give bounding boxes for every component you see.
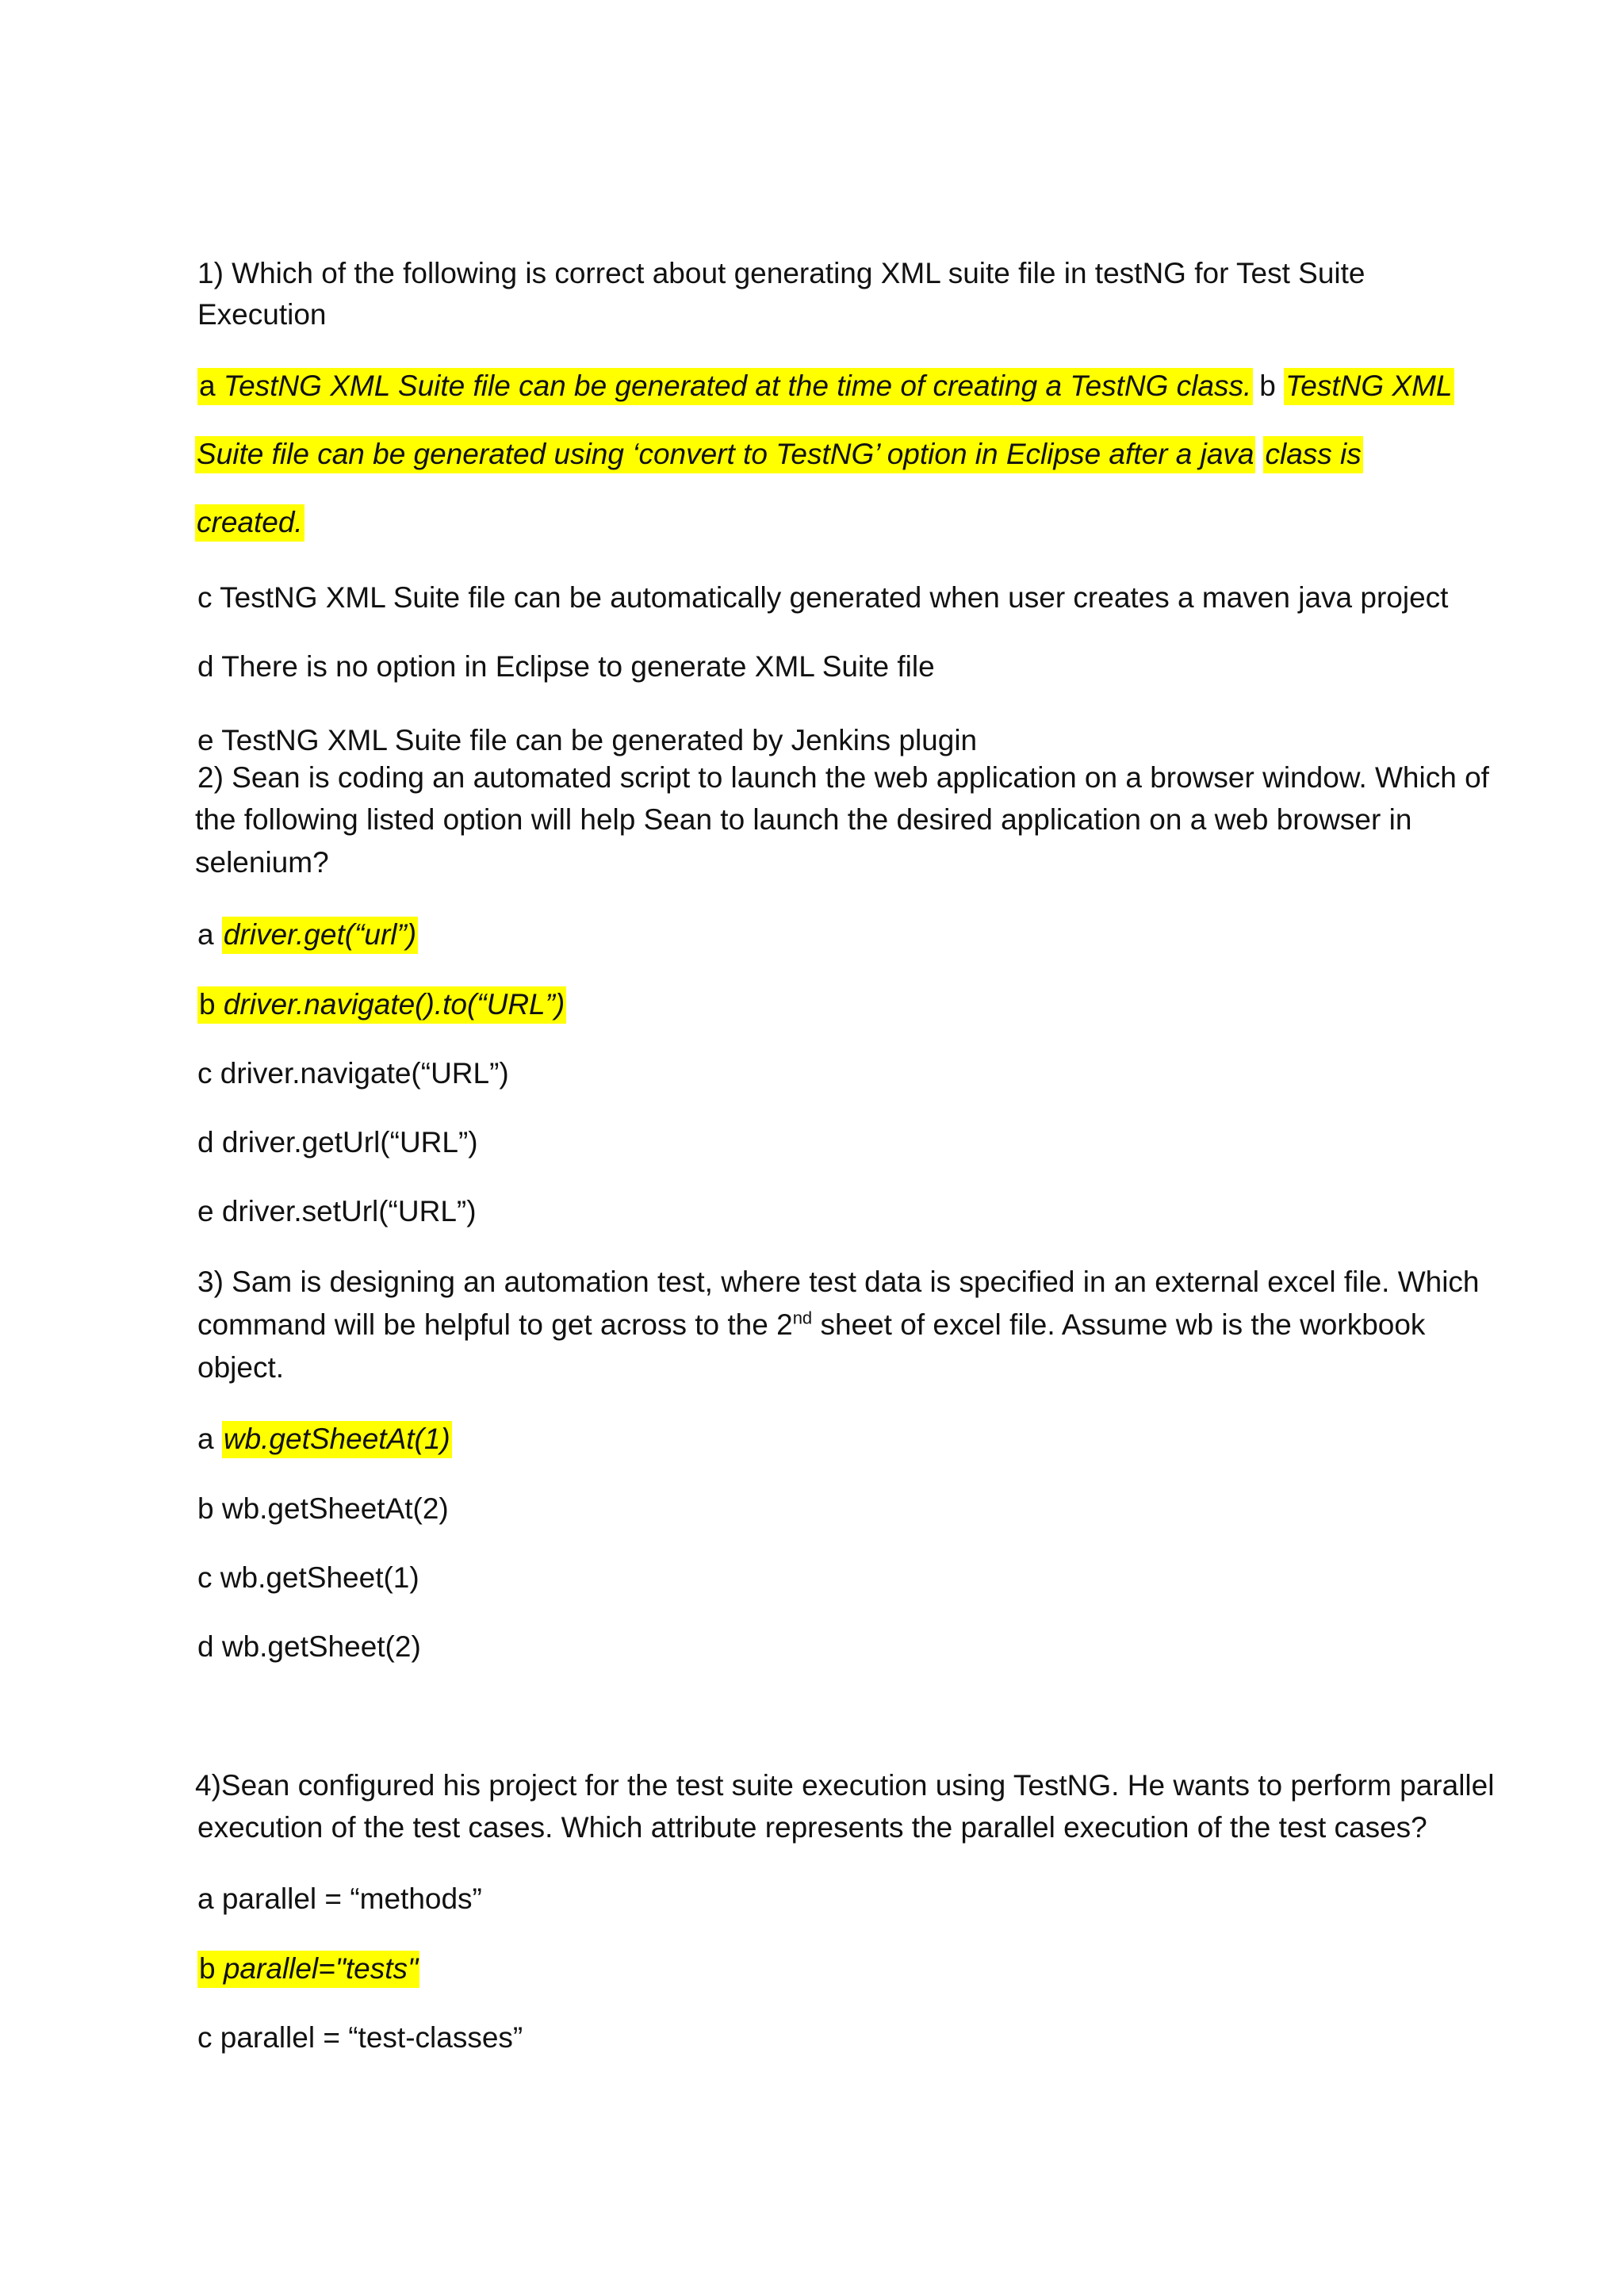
q3-ordinal-suffix: nd (792, 1308, 813, 1328)
q3-stem-line-2-start: command will be helpful to get across to the 2 (197, 1308, 793, 1341)
q4-option-a: a parallel = “methods” (197, 1882, 482, 1915)
q1-option-c: c TestNG XML Suite file can be automatically generated when user creates a maven java project (197, 581, 1449, 614)
q3-stem-line-2-end: sheet of excel file. Assume wb is the workbook (812, 1308, 1426, 1341)
q3-option-d: d wb.getSheet(2) (197, 1630, 421, 1663)
q2-option-c: c driver.navigate(“URL”) (197, 1057, 509, 1090)
q1-option-a (197, 365, 1454, 407)
q4-option-b-text: parallel="tests" (223, 1952, 419, 1985)
q3-option-a-letter: a (197, 1423, 222, 1455)
q1-option-d: d There is no option in Eclipse to generate XML Suite file (197, 650, 935, 683)
q1-stem-line-1: 1) Which of the following is correct about generating XML suite file in testNG for Test Suite (197, 257, 1365, 289)
q1-option-e: e TestNG XML Suite file can be generated by Jenkins plugin (197, 724, 978, 756)
q1-option-b-line-2 (195, 433, 1363, 475)
q2-option-b-letter: b (199, 988, 224, 1021)
q4-option-b (197, 1947, 419, 1990)
q1-option-b-text-2b: class is (1263, 436, 1362, 473)
q2-option-b-text: driver.navigate().to(“URL”) (223, 988, 565, 1021)
q4-stem-line-2: execution of the test cases. Which attribute represents the parallel execution of the test cases? (197, 1811, 1427, 1844)
q2-option-b (197, 983, 566, 1025)
q3-stem-line-1: 3) Sam is designing an automation test, where test data is specified in an external excel file. Which (197, 1266, 1480, 1298)
q2-stem-line-1: 2) Sean is coding an automated script to launch the web application on a browser window. Which of (197, 761, 1489, 794)
q2-option-a (197, 913, 418, 956)
q1-option-a-highlight (197, 368, 1253, 405)
q4-option-b-highlight (197, 1951, 419, 1988)
q2-option-b-highlight (197, 986, 566, 1024)
q1-option-a-text: TestNG XML Suite file can be generated at the time of creating a TestNG class. (223, 370, 1252, 402)
q2-stem-line-2: the following listed option will help Sean to launch the desired application on a web browser in (195, 803, 1412, 836)
q1-option-b-text-1: TestNG XML (1284, 368, 1454, 405)
q1-stem-line-2: Execution (197, 298, 327, 331)
q3-option-b: b wb.getSheetAt(2) (197, 1492, 449, 1525)
q3-option-a (197, 1418, 452, 1460)
q3-option-a-text: wb.getSheetAt(1) (222, 1421, 452, 1458)
q4-option-b-letter: b (199, 1952, 224, 1985)
q4-option-c: c parallel = “test-classes” (197, 2021, 523, 2054)
q1-option-b-text-3: created. (195, 504, 304, 542)
q1-option-b-letter: b (1259, 370, 1285, 402)
q1-option-a-letter: a (199, 370, 224, 402)
q3-stem-line-3: object. (197, 1351, 285, 1384)
q2-option-e: e driver.setUrl(“URL”) (197, 1195, 477, 1227)
q2-option-a-text: driver.get(“url”) (222, 917, 418, 954)
q2-option-d: d driver.getUrl(“URL”) (197, 1126, 478, 1158)
q3-option-c: c wb.getSheet(1) (197, 1561, 419, 1594)
q1-option-b-line-3 (195, 501, 304, 543)
q4-stem-line-1: 4)Sean configured his project for the test suite execution using TestNG. He wants to perform parallel (195, 1769, 1495, 1802)
q2-option-a-letter: a (197, 918, 222, 951)
q1-option-b-text-2a: Suite file can be generated using ‘convert to TestNG’ option in Eclipse after a java (195, 436, 1255, 473)
q2-stem-line-3: selenium? (195, 846, 329, 879)
q3-stem-line-2 (197, 1304, 1425, 1346)
